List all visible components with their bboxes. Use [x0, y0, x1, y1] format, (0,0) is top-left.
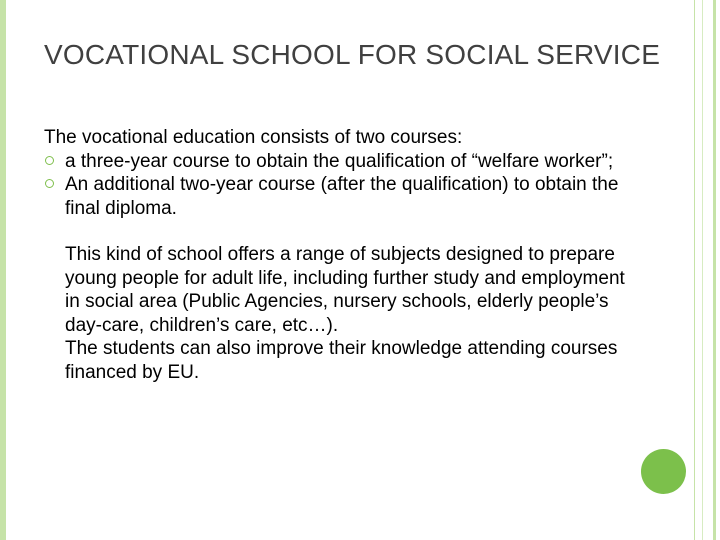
list-item-text: a three-year course to obtain the qualification of “welfare worker”;	[65, 150, 614, 172]
list-item	[44, 150, 644, 174]
right-frame-line	[694, 0, 695, 540]
slide-title: VOCATIONAL SCHOOL FOR SOCIAL SERVICE	[44, 39, 661, 70]
right-frame-line	[702, 0, 703, 540]
list-item-text: An additional two-year course (after the qualification) to obtain the final diploma.	[65, 174, 619, 219]
left-frame-border	[0, 0, 6, 540]
course-list	[44, 150, 644, 221]
intro-text: The vocational education consists of two courses:	[44, 127, 463, 148]
hollow-circle-icon	[45, 179, 54, 188]
hollow-circle-icon	[45, 156, 54, 165]
slide-body	[44, 126, 644, 384]
description-paragraph: This kind of school offers a range of subjects designed to prepare young people for adult life, including further study and employment in social area (Public Agencies, nursery schools, elderly people’s day-care, children’s care, etc…). The students can also improve their knowledge attending courses financed by EU.	[65, 244, 625, 383]
decorative-green-circle	[641, 449, 686, 494]
list-item	[44, 173, 644, 220]
right-frame-border	[713, 0, 716, 540]
